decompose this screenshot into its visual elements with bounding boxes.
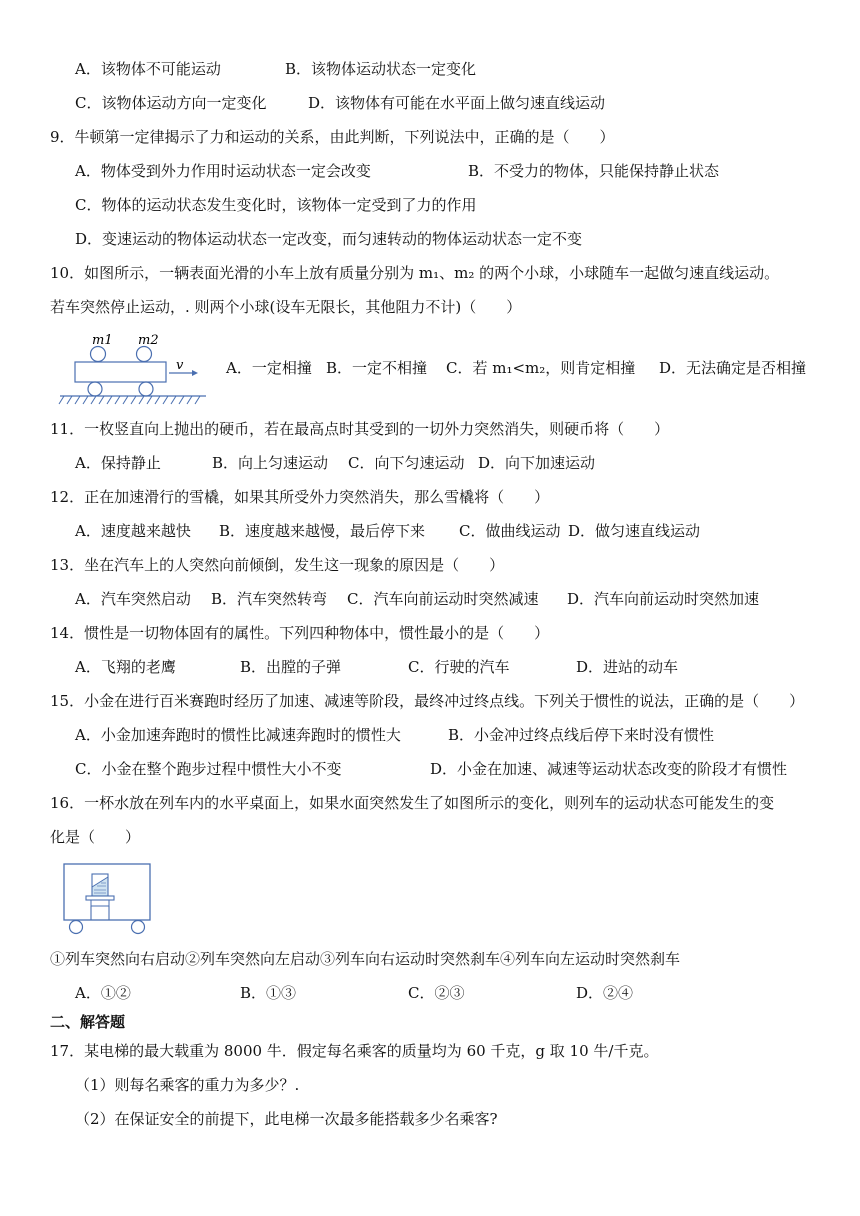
q10-option-d: D．无法确定是否相撞: [659, 359, 807, 377]
q8-option-d: D．该物体有可能在水平面上做匀速直线运动: [308, 94, 606, 112]
q16-option-c: C．②③: [408, 984, 465, 1002]
q15-option-b: B．小金冲过终点线后停下来时没有惯性: [448, 726, 715, 744]
cart-body: [75, 362, 166, 382]
q12-option-d: D．做匀速直线运动: [568, 522, 701, 540]
ground-hatch: [59, 396, 200, 404]
fig-label-m1: m1: [92, 333, 113, 348]
q14-option-a: A．飞翔的老鹰: [75, 658, 176, 676]
q15-stem: 15．小金在进行百米赛跑时经历了加速、减速等阶段，最终冲过终点线。下列关于惯性的说法，正确的是（ ）: [50, 692, 805, 710]
q12-option-b: B．速度越来越慢，最后停下来: [219, 522, 426, 540]
fig-label-v: v: [176, 358, 184, 373]
table-apron: [91, 900, 109, 906]
q10-option-c: C．若 m₁<m₂，则肯定相撞: [446, 359, 636, 377]
q9-option-b: B．不受力的物体，只能保持静止状态: [468, 162, 720, 180]
q8-option-b: B．该物体运动状态一定变化: [285, 60, 477, 78]
q10-option-a: A．一定相撞: [226, 359, 312, 377]
q9-option-d: D．变速运动的物体运动状态一定改变，而匀速转动的物体运动状态一定不变: [75, 230, 583, 248]
q10-stem-line1: 10．如图所示，一辆表面光滑的小车上放有质量分别为 m₁、m₂ 的两个小球，小球随车一起做匀速直线运动。: [50, 264, 780, 282]
q11-option-a: A．保持静止: [75, 454, 161, 472]
velocity-arrowhead: [192, 370, 198, 376]
q9-stem: 9．牛顿第一定律揭示了力和运动的关系，由此判断，下列说法中，正确的是（ ）: [50, 128, 615, 146]
q11-option-c: C．向下匀速运动: [348, 454, 465, 472]
q13-option-d: D．汽车向前运动时突然加速: [567, 590, 760, 608]
q10-option-b: B．一定不相撞: [326, 359, 428, 377]
q11-option-b: B．向上匀速运动: [212, 454, 329, 472]
q16-train-figure: [58, 862, 154, 936]
section-heading: 二、解答题: [50, 1013, 126, 1031]
q17-subquestion-1: （1）则每名乘客的重力为多少？.: [75, 1076, 300, 1094]
q14-stem: 14．惯性是一切物体固有的属性。下列四种物体中，惯性最小的是（ ）: [50, 624, 550, 642]
q10-cart-figure: [58, 330, 210, 410]
q13-option-a: A．汽车突然启动: [75, 590, 191, 608]
ball-m2: [137, 347, 152, 362]
q16-statements: ①列车突然向右启动②列车突然向左启动③列车向右运动时突然刹车④列车向左运动时突然刹车: [50, 950, 681, 968]
q17-stem: 17．某电梯的最大载重为 8000 牛．假定每名乘客的质量均为 60 千克，g 取 10 牛/千克。: [50, 1042, 659, 1060]
q14-option-b: B．出膛的子弹: [240, 658, 342, 676]
q17-subquestion-2: （2）在保证安全的前提下，此电梯一次最多能搭载多少名乘客?: [75, 1110, 498, 1128]
q15-option-d: D．小金在加速、减速等运动状态改变的阶段才有惯性: [430, 760, 788, 778]
q16-stem-line1: 16．一杯水放在列车内的水平桌面上，如果水面突然发生了如图所示的变化，则列车的运动状态可能发生的变: [50, 794, 775, 812]
q10-stem-line2: 若车突然停止运动，. 则两个小球(设车无限长，其他阻力不计)（ ）: [50, 298, 522, 316]
table-top: [86, 896, 114, 900]
q9-option-a: A．物体受到外力作用时运动状态一定会改变: [75, 162, 371, 180]
q8-option-c: C．该物体运动方向一定变化: [75, 94, 267, 112]
q12-option-c: C．做曲线运动: [459, 522, 561, 540]
q14-option-c: C．行驶的汽车: [408, 658, 510, 676]
q11-option-d: D．向下加速运动: [478, 454, 596, 472]
q12-option-a: A．速度越来越快: [75, 522, 191, 540]
q11-stem: 11．一枚竖直向上抛出的硬币，若在最高点时其受到的一切外力突然消失，则硬币将（ ）: [50, 420, 670, 438]
q16-stem-line2: 化是（ ）: [50, 828, 141, 846]
q8-option-a: A．该物体不可能运动: [75, 60, 221, 78]
q13-option-b: B．汽车突然转弯: [211, 590, 328, 608]
q16-option-d: D．②④: [576, 984, 634, 1002]
q16-option-b: B．①③: [240, 984, 297, 1002]
cart-wheel-left: [88, 382, 102, 396]
q15-option-c: C．小金在整个跑步过程中惯性大小不变: [75, 760, 342, 778]
fig-label-m2: m2: [138, 333, 159, 348]
q15-option-a: A．小金加速奔跑时的惯性比减速奔跑时的惯性大: [75, 726, 401, 744]
ball-m1: [91, 347, 106, 362]
train-wheel-left: [70, 921, 83, 934]
q13-option-c: C．汽车向前运动时突然减速: [347, 590, 539, 608]
cart-wheel-right: [139, 382, 153, 396]
q16-option-a: A．①②: [75, 984, 131, 1002]
q13-stem: 13．坐在汽车上的人突然向前倾倒，发生这一现象的原因是（ ）: [50, 556, 505, 574]
train-wheel-right: [132, 921, 145, 934]
q9-option-c: C．物体的运动状态发生变化时，该物体一定受到了力的作用: [75, 196, 477, 214]
q12-stem: 12．正在加速滑行的雪橇，如果其所受外力突然消失，那么雪橇将（ ）: [50, 488, 550, 506]
q14-option-d: D．进站的动车: [576, 658, 679, 676]
